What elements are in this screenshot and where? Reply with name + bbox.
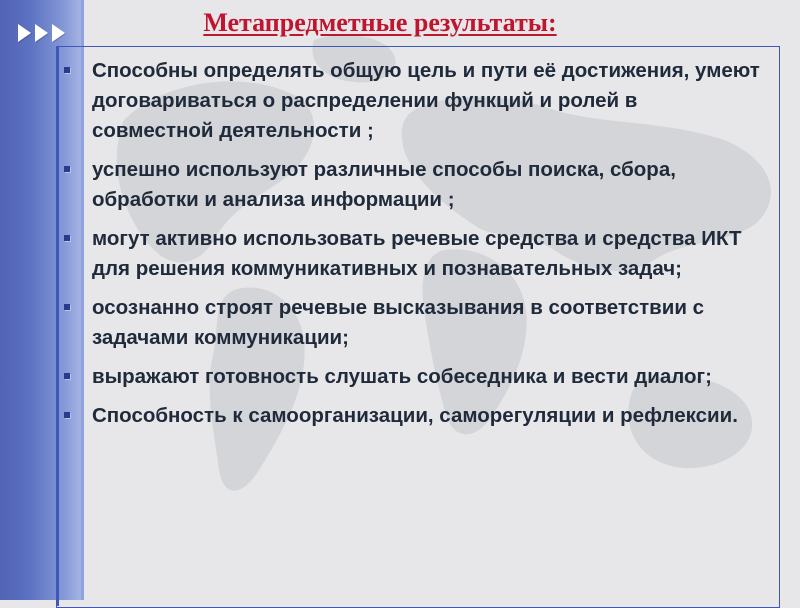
square-bullet-icon — [64, 304, 70, 310]
list-item — [64, 155, 764, 215]
list-item — [64, 293, 764, 353]
list-item-text: успешно используют различные способы поиска, сбора, обработки и анализа информации ; — [92, 158, 676, 211]
slide-title: Метапредметные результаты: — [203, 8, 557, 37]
square-bullet-icon — [64, 166, 70, 172]
square-bullet-icon — [64, 67, 70, 73]
list-item — [64, 362, 764, 392]
list-item — [64, 56, 764, 146]
list-item-text: выражают готовность слушать собеседника и вести диалог; — [92, 365, 712, 388]
list-item-text: Способны определять общую цель и пути её достижения, умеют договариваться о распределении функций и ролей в совместной деятельности ; — [92, 59, 760, 142]
list-item-text: могут активно использовать речевые средства и средства ИКТ для решения коммуникативных и познавательных задач; — [92, 227, 742, 280]
square-bullet-icon — [64, 373, 70, 379]
square-bullet-icon — [64, 235, 70, 241]
bullet-list — [64, 56, 764, 440]
square-bullet-icon — [64, 412, 70, 418]
list-item — [64, 401, 764, 431]
list-item — [64, 224, 764, 284]
triple-right-arrow-icon — [18, 24, 65, 42]
list-item-text: осознанно строят речевые высказывания в соответствии с задачами коммуникации; — [92, 296, 705, 349]
list-item-text: Способность к самоорганизации, саморегуляции и рефлексии. — [92, 404, 738, 427]
